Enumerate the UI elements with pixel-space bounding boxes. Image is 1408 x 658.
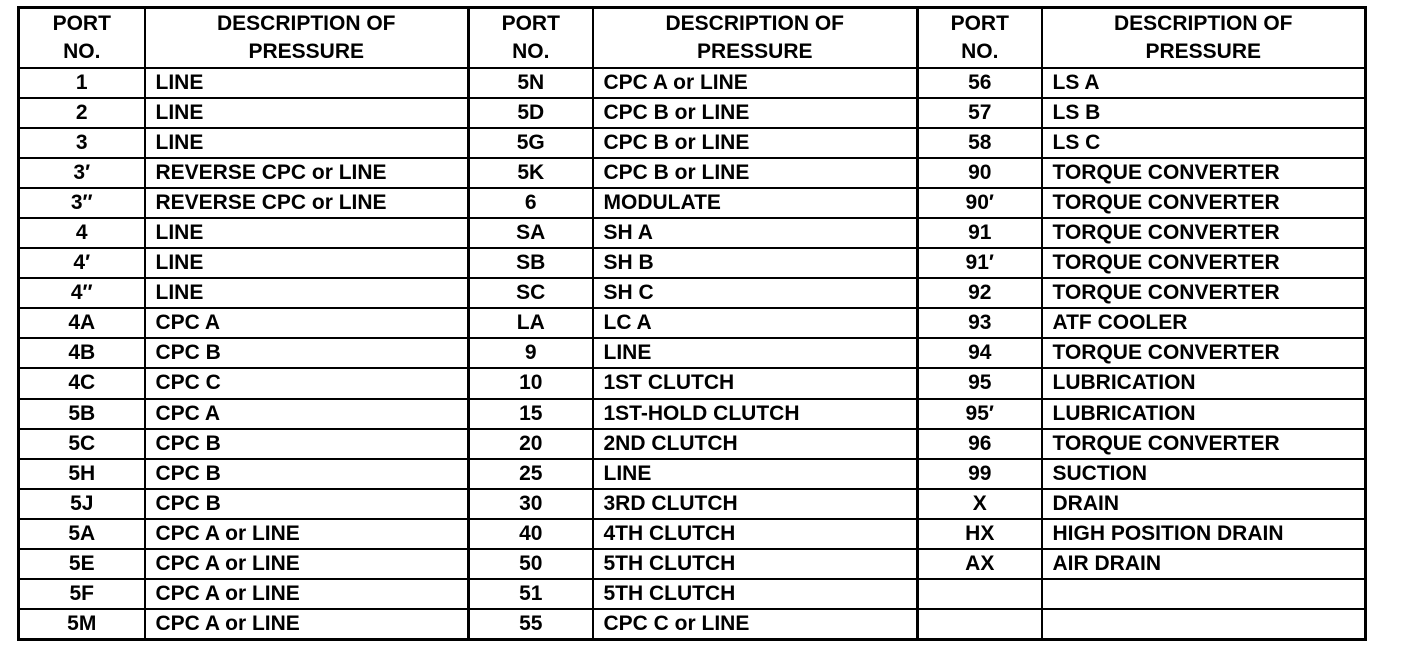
table-row	[19, 218, 1366, 248]
port-number-cell: LA	[469, 308, 593, 338]
pressure-description-cell: LS B	[1042, 98, 1366, 128]
port-number-cell: 50	[469, 549, 593, 579]
pressure-description-cell: LINE	[145, 98, 469, 128]
table-row	[19, 579, 1366, 609]
pressure-description-cell: 5TH CLUTCH	[593, 579, 918, 609]
pressure-description-cell: REVERSE CPC or LINE	[145, 188, 469, 218]
pressure-description-cell: CPC A or LINE	[145, 519, 469, 549]
pressure-description-cell: SH A	[593, 218, 918, 248]
table-row	[19, 399, 1366, 429]
port-number-cell: 51	[469, 579, 593, 609]
port-number-cell: 5E	[19, 549, 145, 579]
pressure-description-cell: CPC A	[145, 308, 469, 338]
pressure-description-cell: LINE	[145, 128, 469, 158]
pressure-description-cell	[1042, 579, 1366, 609]
pressure-description-cell: LC A	[593, 308, 918, 338]
port-number-cell: SB	[469, 248, 593, 278]
port-number-cell: 5J	[19, 489, 145, 519]
port-number-cell: SC	[469, 278, 593, 308]
pressure-description-cell: CPC B or LINE	[593, 98, 918, 128]
pressure-description-cell: TORQUE CONVERTER	[1042, 338, 1366, 368]
pressure-description-cell: AIR DRAIN	[1042, 549, 1366, 579]
port-number-cell: 5F	[19, 579, 145, 609]
pressure-description-cell: TORQUE CONVERTER	[1042, 248, 1366, 278]
table-row	[19, 128, 1366, 158]
pressure-description-cell: CPC B	[145, 489, 469, 519]
pressure-description-cell: LINE	[145, 248, 469, 278]
pressure-description-cell: LINE	[145, 278, 469, 308]
port-number-cell: 5A	[19, 519, 145, 549]
port-number-cell: 1	[19, 68, 145, 98]
port-number-cell: SA	[469, 218, 593, 248]
pressure-description-cell: TORQUE CONVERTER	[1042, 429, 1366, 459]
table-row	[19, 278, 1366, 308]
table-row	[19, 338, 1366, 368]
port-number-cell: 2	[19, 98, 145, 128]
pressure-description-cell: TORQUE CONVERTER	[1042, 218, 1366, 248]
pressure-description-cell: LS C	[1042, 128, 1366, 158]
table-body	[19, 68, 1366, 640]
pressure-description-cell: LUBRICATION	[1042, 399, 1366, 429]
pressure-description-cell	[1042, 609, 1366, 640]
pressure-description-cell: 3RD CLUTCH	[593, 489, 918, 519]
port-number-cell: 5H	[19, 459, 145, 489]
pressure-description-cell: CPC B or LINE	[593, 128, 918, 158]
port-number-cell: 4A	[19, 308, 145, 338]
pressure-description-cell: 1ST CLUTCH	[593, 368, 918, 398]
port-number-cell: 9	[469, 338, 593, 368]
table-row	[19, 489, 1366, 519]
table-row	[19, 188, 1366, 218]
pressure-description-cell: 4TH CLUTCH	[593, 519, 918, 549]
port-number-cell: 3	[19, 128, 145, 158]
port-number-cell: 10	[469, 368, 593, 398]
table-row	[19, 549, 1366, 579]
port-number-cell: 95	[918, 368, 1042, 398]
header-row	[19, 8, 1366, 69]
port-number-cell: 20	[469, 429, 593, 459]
port-number-cell: 3″	[19, 188, 145, 218]
pressure-description-cell: LS A	[1042, 68, 1366, 98]
pressure-description-cell: CPC C	[145, 368, 469, 398]
pressure-description-cell: REVERSE CPC or LINE	[145, 158, 469, 188]
table-row	[19, 459, 1366, 489]
port-number-cell: 91′	[918, 248, 1042, 278]
pressure-description-cell: CPC C or LINE	[593, 609, 918, 640]
pressure-description-cell: 5TH CLUTCH	[593, 549, 918, 579]
port-number-cell: 93	[918, 308, 1042, 338]
port-number-cell: 40	[469, 519, 593, 549]
table-row	[19, 98, 1366, 128]
port-number-cell: 5N	[469, 68, 593, 98]
pressure-description-cell: HIGH POSITION DRAIN	[1042, 519, 1366, 549]
pressure-description-cell: LINE	[145, 68, 469, 98]
description-header: DESCRIPTION OF PRESSURE	[1042, 8, 1366, 69]
port-number-cell: 5B	[19, 399, 145, 429]
table-row	[19, 68, 1366, 98]
pressure-description-cell: SH B	[593, 248, 918, 278]
port-number-cell: 30	[469, 489, 593, 519]
pressure-description-cell: CPC A or LINE	[593, 68, 918, 98]
port-number-cell: AX	[918, 549, 1042, 579]
port-number-cell: 90′	[918, 188, 1042, 218]
pressure-description-cell: LUBRICATION	[1042, 368, 1366, 398]
port-number-cell: 58	[918, 128, 1042, 158]
pressure-description-cell: CPC A	[145, 399, 469, 429]
description-header: DESCRIPTION OF PRESSURE	[145, 8, 469, 69]
port-number-cell: 95′	[918, 399, 1042, 429]
port-number-cell	[918, 579, 1042, 609]
table-row	[19, 248, 1366, 278]
port-number-cell: 92	[918, 278, 1042, 308]
pressure-description-cell: CPC B	[145, 429, 469, 459]
port-number-cell: 25	[469, 459, 593, 489]
pressure-description-cell: 1ST-HOLD CLUTCH	[593, 399, 918, 429]
pressure-description-cell: LINE	[145, 218, 469, 248]
port-number-cell: 5M	[19, 609, 145, 640]
pressure-description-cell: LINE	[593, 338, 918, 368]
port-number-cell: 56	[918, 68, 1042, 98]
port-number-cell: 94	[918, 338, 1042, 368]
pressure-description-cell: CPC B	[145, 338, 469, 368]
description-header: DESCRIPTION OF PRESSURE	[593, 8, 918, 69]
pressure-description-cell: CPC B or LINE	[593, 158, 918, 188]
pressure-description-cell: TORQUE CONVERTER	[1042, 158, 1366, 188]
pressure-description-cell: 2ND CLUTCH	[593, 429, 918, 459]
port-number-cell: HX	[918, 519, 1042, 549]
pressure-description-cell: CPC A or LINE	[145, 579, 469, 609]
port-number-cell: 4	[19, 218, 145, 248]
port-number-cell: 3′	[19, 158, 145, 188]
pressure-description-cell: CPC B	[145, 459, 469, 489]
pressure-description-cell: LINE	[593, 459, 918, 489]
port-number-cell: 90	[918, 158, 1042, 188]
pressure-description-cell: TORQUE CONVERTER	[1042, 188, 1366, 218]
pressure-description-cell: CPC A or LINE	[145, 609, 469, 640]
pressure-description-cell: ATF COOLER	[1042, 308, 1366, 338]
port-number-cell: 4B	[19, 338, 145, 368]
table-row	[19, 368, 1366, 398]
table-row	[19, 519, 1366, 549]
pressure-description-cell: MODULATE	[593, 188, 918, 218]
port-no-header: PORT NO.	[19, 8, 145, 69]
port-number-cell: 6	[469, 188, 593, 218]
port-number-cell: 91	[918, 218, 1042, 248]
port-number-cell: 4′	[19, 248, 145, 278]
port-number-cell: 15	[469, 399, 593, 429]
port-number-cell: 4C	[19, 368, 145, 398]
pressure-description-cell: TORQUE CONVERTER	[1042, 278, 1366, 308]
port-number-cell: 4″	[19, 278, 145, 308]
port-number-cell: 5D	[469, 98, 593, 128]
port-number-cell: 5C	[19, 429, 145, 459]
table-row	[19, 308, 1366, 338]
port-number-cell: 5K	[469, 158, 593, 188]
port-number-cell: 55	[469, 609, 593, 640]
port-number-cell	[918, 609, 1042, 640]
pressure-description-cell: CPC A or LINE	[145, 549, 469, 579]
port-no-header: PORT NO.	[469, 8, 593, 69]
port-number-cell: 57	[918, 98, 1042, 128]
port-no-header: PORT NO.	[918, 8, 1042, 69]
table-row	[19, 609, 1366, 640]
pressure-description-cell: SUCTION	[1042, 459, 1366, 489]
table-row	[19, 429, 1366, 459]
port-number-cell: 99	[918, 459, 1042, 489]
port-number-cell: 5G	[469, 128, 593, 158]
port-number-cell: 96	[918, 429, 1042, 459]
port-number-cell: X	[918, 489, 1042, 519]
pressure-description-cell: SH C	[593, 278, 918, 308]
port-pressure-table	[17, 6, 1367, 641]
pressure-description-cell: DRAIN	[1042, 489, 1366, 519]
table-row	[19, 158, 1366, 188]
